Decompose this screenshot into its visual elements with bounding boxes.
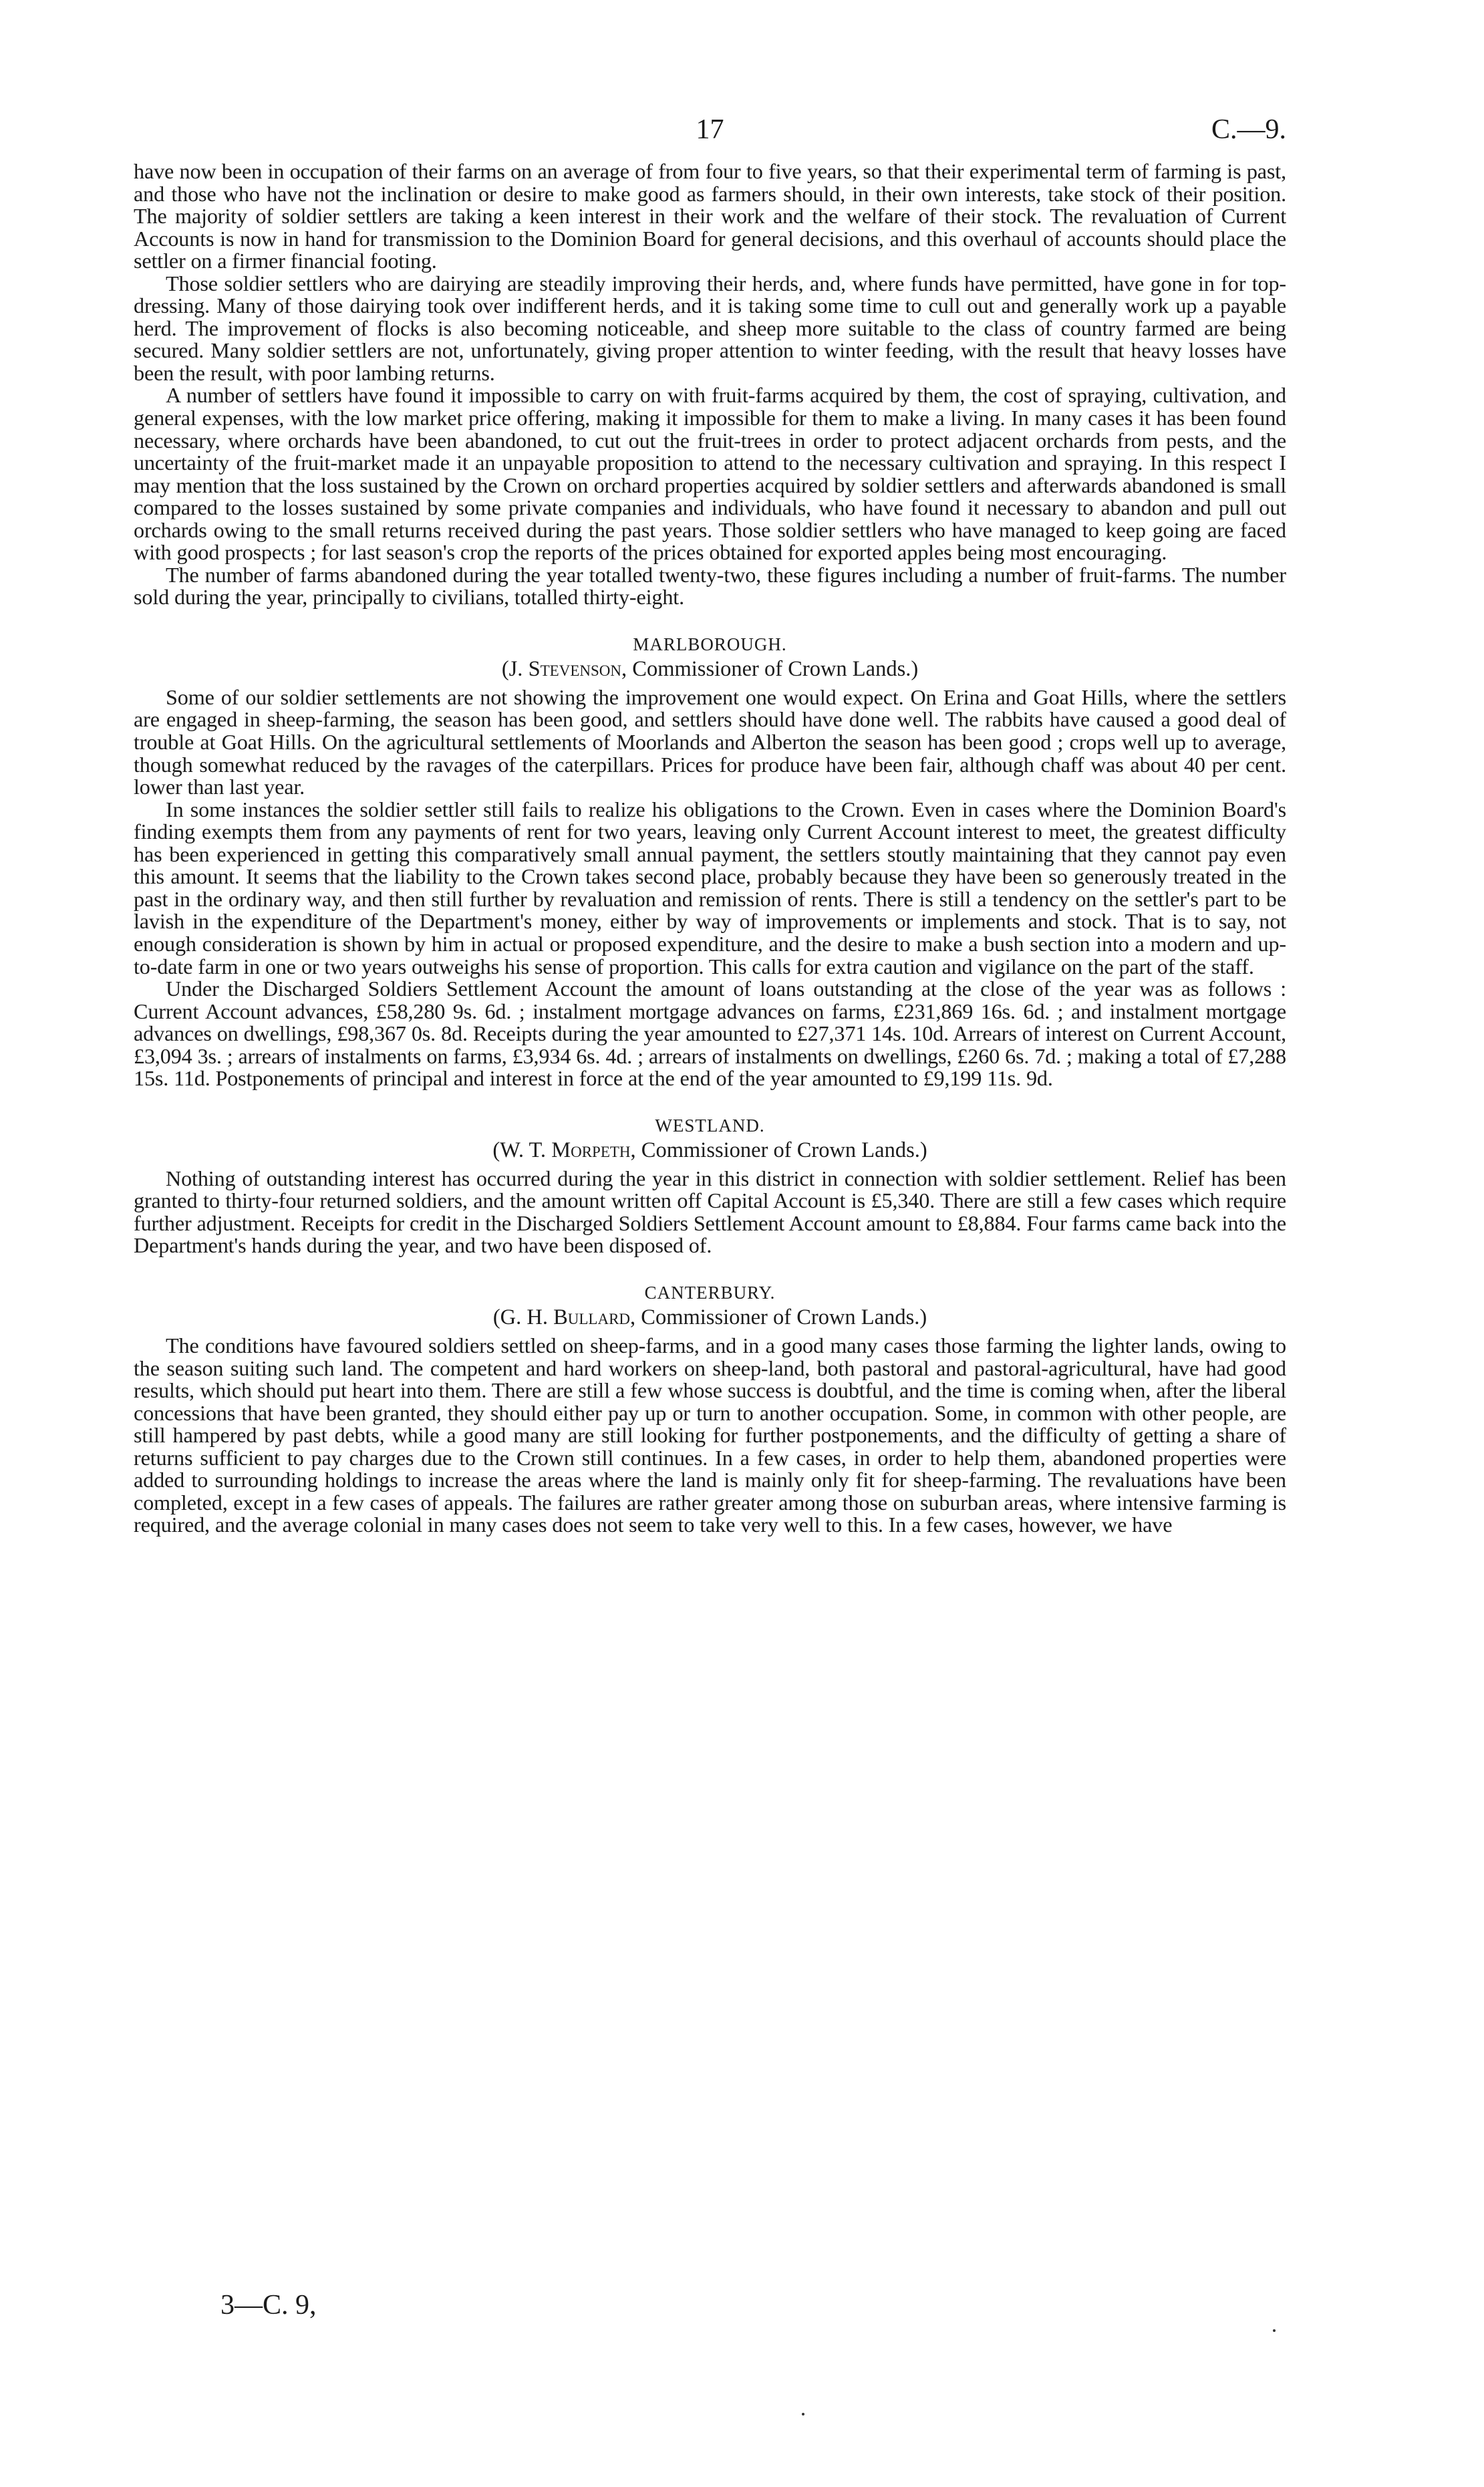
page-header [134, 114, 1286, 160]
paragraph: In some instances the soldier settler still fails to realize his obligations to the Crown. Even in cases where the Dominion Board's finding exempts them from any payments of rent for two years, leaving only Current Account interest to meet, the greatest difficulty has been experienced in getting this comparatively small annual payment, the settlers stoutly maintaining that they cannot pay even this amount. It seems that the liability to the Crown takes second place, probably because they have been so generously treated in the past in the ordinary way, and then still further by revaluation and remission of rents. There is still a tendency on the settler's part to be lavish in the expenditure of the Department's money, either by way of improvements or implements and stock. That is to say, not enough consideration is shown by him in actual or proposed expenditure, and the desire to make a bush section into a modern and up-to-date farm in one or two years outweighs his sense of proportion. This calls for extra caution and vigilance on the part of the staff. [134, 797, 1286, 978]
page-number: 17 [696, 114, 724, 145]
commissioner-line [134, 1137, 1286, 1164]
paragraph: The number of farms abandoned during the year totalled twenty-two, these figures including a number of fruit-farms. The number sold during the year, principally to civilians, totalled thirty-eight. [134, 562, 1286, 610]
commissioner-prefix: (W. T. [492, 1138, 552, 1162]
intro-section [134, 160, 1286, 609]
commissioner-suffix: , Commissioner of Crown Lands.) [630, 1138, 927, 1162]
commissioner-line [134, 1304, 1286, 1331]
ink-speck [1273, 2329, 1276, 2332]
section-title: WESTLAND. [655, 1115, 765, 1136]
paragraph: Some of our soldier settlements are not showing the improvement one would expect. On Erina and Goat Hills, where the settlers are engaged in sheep-farming, the season has been good, and settlers should have done well. The rabbits have caused a good deal of trouble at Goat Hills. On the agricultural settlements of Moorlands and Alberton the season has been good ; crops well up to average, though somewhat reduced by the ravages of the caterpillars. Prices for produce have been fair, although chaff was about 40 per cent. lower than last year. [134, 684, 1286, 799]
signature-mark: 3—C. 9, [220, 2290, 317, 2321]
paragraph: A number of settlers have found it impossible to carry on with fruit-farms acquired by them, the cost of spraying, cultivation, and general expenses, with the low market price offering, making it impossible for them to make a living. In many cases it has been found necessary, where orchards have been abandoned, to cut out the fruit-trees in order to protect adjacent orchards from pests, and the uncertainty of the fruit-market made it an unpayable proposition to attend to the necessary cultivation and spraying. In this respect I may mention that the loss sustained by the Crown on orchard properties acquired by soldier settlers and afterwards abandoned is small compared to the losses sustained by some private companies and individuals, who have found it necessary to abandon and pull out orchards owing to the small returns received during the past years. Those soldier settlers who have managed to keep going are faced with good prospects ; for last season's crop the reports of the prices obtained for exported apples being most encouraging. [134, 383, 1286, 565]
commissioner-name: Morpeth [551, 1138, 631, 1162]
document-reference: C.—9. [1211, 114, 1286, 145]
paragraph: Nothing of outstanding interest has occurred during the year in this district in connection with soldier settlement. Relief has been granted to thirty-four returned soldiers, and the amount written off Capital Account is £5,340. There are still a few cases which require further adjustment. Receipts for credit in the Discharged Soldiers Settlement Account amount to £8,884. Four farms came back into the Department's hands during the year, and two have been disposed of. [134, 1166, 1286, 1258]
commissioner-line [134, 656, 1286, 682]
section-marlborough [134, 633, 1286, 1090]
section-title: CANTERBURY. [644, 1282, 776, 1303]
commissioner-name: Stevenson [528, 656, 622, 681]
paragraph: Under the Discharged Soldiers Settlement Account the amount of loans outstanding at the close of the year was as follows : Current Account advances, £58,280 9s. 6d. ; instalment mortgage advances on farms, £231,869 16s. 6d. ; and instalment mortgage advances on dwellings, £98,367 0s. 8d. Receipts during the year amounted to £27,371 14s. 10d. Arrears of interest on Current Account, £3,094 3s. ; arrears of instalments on farms, £3,934 6s. 4d. ; arrears of instalments on dwellings, £260 6s. 7d. ; making a total of £7,288 15s. 11d. Postponements of principal and interest in force at the end of the year amounted to £9,199 11s. 9d. [134, 976, 1286, 1091]
commissioner-suffix: , Commissioner of Crown Lands.) [621, 656, 919, 681]
document-page [134, 114, 1286, 1537]
commissioner-suffix: , Commissioner of Crown Lands.) [630, 1305, 927, 1329]
paragraph: have now been in occupation of their farms on an average of from four to five years, so that their experimental term of farming is past, and those who have not the inclination or desire to make good as farmers should, in their own interests, take stock of their position. The majority of soldier settlers are taking a keen interest in their work and the welfare of their stock. The revaluation of Current Accounts is now in hand for transmission to the Dominion Board for general decisions, and this overhaul of accounts should place the settler on a firmer financial footing. [134, 159, 1286, 273]
paragraph: The conditions have favoured soldiers settled on sheep-farms, and in a good many cases those farming the lighter lands, owing to the season suiting such land. The competent and hard workers on sheep-land, both pastoral and pastoral-agricultural, have had good results, which should put heart into them. There are still a few whose success is doubtful, and the time is coming when, after the liberal concessions that have been granted, they should either pay up or turn to another occupation. Some, in common with other people, are still hampered by past debts, while a good many are still looking for further postponements, and the difficulty of getting a share of returns sufficient to pay charges due to the Crown still continues. In a few cases, in order to help them, abandoned properties were added to surrounding holdings to increase the areas where the land is mainly only fit for sheep-farming. The revaluations have been completed, except in a few cases of appeals. The failures are rather greater among those on suburban areas, where intensive farming is required, and the average colonial in many cases does not seem to take very well to this. In a few cases, however, we have [134, 1333, 1286, 1537]
section-westland [134, 1114, 1286, 1257]
commissioner-name: Bullard [553, 1305, 631, 1329]
paragraph: Those soldier settlers who are dairying are steadily improving their herds, and, where funds have permitted, have gone in for top-dressing. Many of those dairying took over indifferent herds, and it is taking some time to cull out and generally work up a payable herd. The improvement of flocks is also becoming noticeable, and sheep more suitable to the class of country farmed are being secured. Many soldier settlers are not, unfortunately, giving proper attention to winter feeding, with the result that heavy losses have been the result, with poor lambing returns. [134, 271, 1286, 385]
commissioner-prefix: (G. H. [492, 1305, 554, 1329]
commissioner-prefix: (J. [501, 656, 529, 681]
section-title: MARLBOROUGH. [633, 634, 787, 654]
ink-speck [802, 2413, 804, 2415]
section-canterbury [134, 1281, 1286, 1537]
